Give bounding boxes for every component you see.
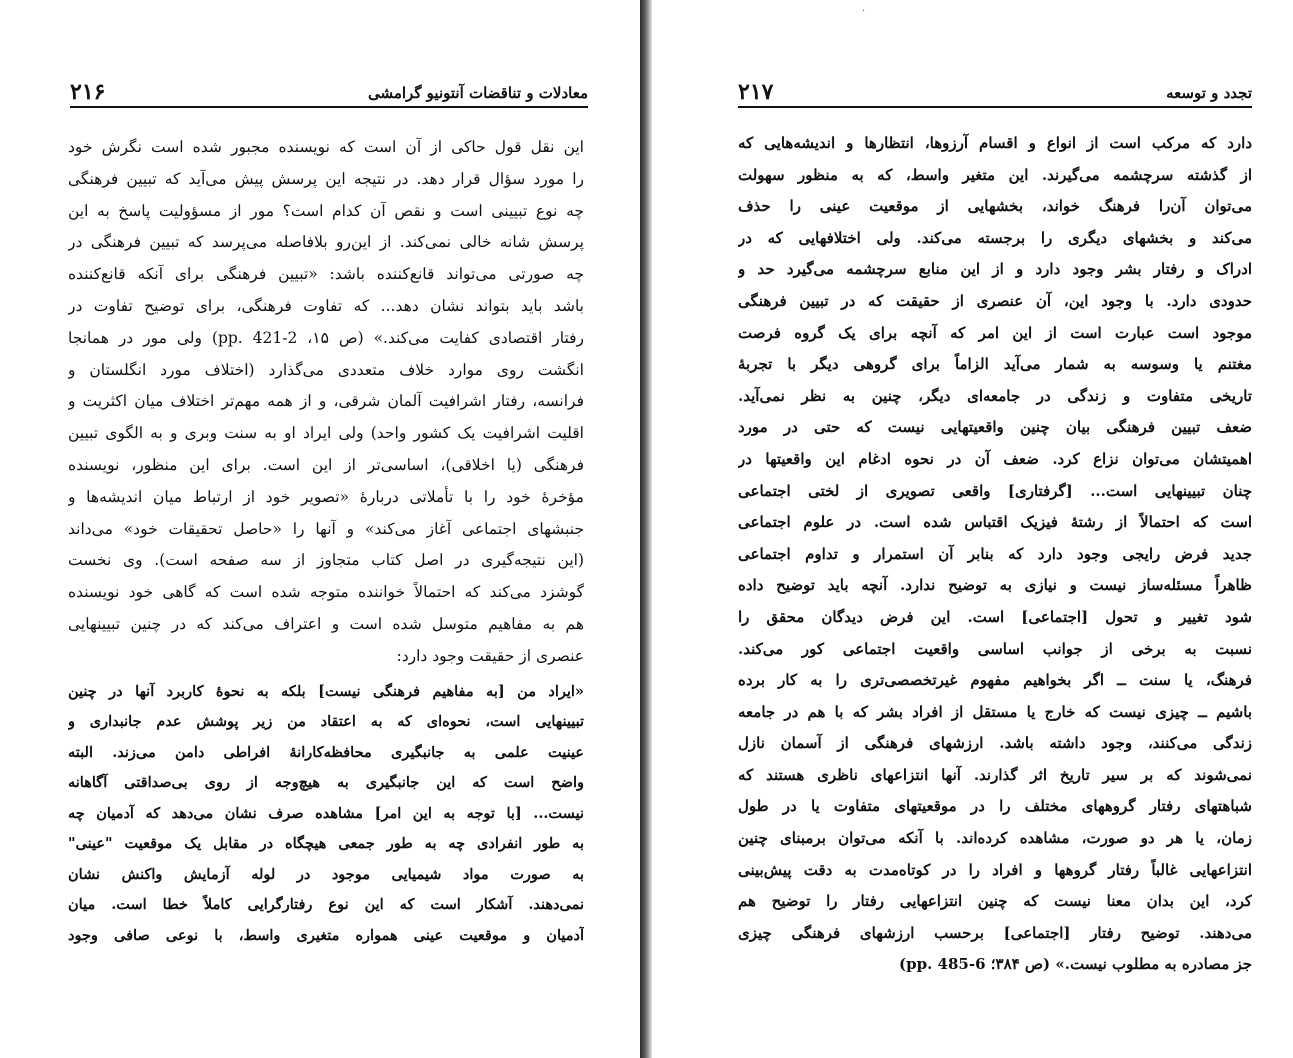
- body-line: کرد، این بدان معنا نیست که چنین انتزاعهایی رفتار را توضیح هم: [738, 892, 1252, 911]
- body-line: هم به مفاهیم متوسل شده است و اعتراف می‌کند که در چنین تبیینهایی: [68, 614, 584, 633]
- right-page-header: [738, 80, 1252, 104]
- quote-line: به طور انفرادی چه به طور جمعی هیچگاه در مقابل یک موقعیت "عینی": [68, 835, 584, 853]
- body-line: چنان تبیینهایی است... [گرفتاری] واقعی تصویری از لختی اجتماعی: [738, 481, 1252, 500]
- body-line: مغتنم یا وسوسه به شمار می‌آید الزاماً برای گروهی دیگر با تجربهٔ: [738, 355, 1252, 374]
- right-page: [652, 0, 1293, 1058]
- quote-line: نمی‌دهند. آشکار است که این نوع رفتارگرایی کاملاً خطا است. میان: [68, 896, 584, 914]
- quote-line: تبیینهایی است، نحوه‌ای که به اعتقاد من زیر پوشش عدم جانبداری و: [68, 713, 584, 731]
- body-line: چه نوع تبیینی است و نقص آن کدام است؟ مور از مسؤولیت پاسخ به این: [68, 201, 584, 220]
- body-line: پرسش شانه خالی نمی‌کند. از این‌رو بلافاصله می‌پرسد که تبیین فرهنگی در: [68, 233, 584, 252]
- body-line: باشیم ــ چیزی نیست که خارج یا مستقل از افراد بشر که با هم در جامعه: [738, 702, 1252, 721]
- body-line: اقلیت اشرافیت یک کشور واحد) ولی ایراد او به سنت وبری و به الگوی تبیین: [68, 424, 584, 443]
- body-line: نمی‌شوند که بر سیر تاریخ اثر گذارند. آنها انتزاعهای ناظری هستند که: [738, 765, 1252, 784]
- body-line: ضعف تبیین فرهنگی بیان چنین واقعیتهایی نیست که حتی در مورد: [738, 418, 1252, 437]
- body-line: شباهتهای رفتار گروههای مختلف را در موقعیتهای متفاوت یا در طول: [738, 797, 1252, 816]
- quote-line: به صورت مواد شیمیایی موجود در لوله آزمایش واکنش نشان: [68, 865, 584, 883]
- body-line: رفتار اقتصادی کفایت می‌کند.» (ص ۱۵، pp. 421-2) ولی مور در همانجا: [68, 328, 584, 347]
- book-gutter: [640, 0, 652, 1058]
- body-line: از گذشته سرچشمه می‌گیرند. این متغیر واسط، که به منظور سهولت: [738, 165, 1252, 184]
- body-line: جدید فرض رایجی وجود دارد که بنابر آن استمرار و تداوم اجتماعی: [738, 544, 1252, 563]
- body-line: جز مصادره به مطلوب نیست.» (ص ۳۸۴؛ pp. 485-6): [899, 955, 1252, 974]
- body-line: جنبشهای اجتماعی آغاز می‌کند» و آنها را «حاصل تحقیقات خود» می‌داند: [68, 519, 584, 538]
- body-line: ظاهراً مسئله‌ساز نیست و نیازی به توضیح ندارد. آنچه باید توضیح داده: [738, 576, 1252, 595]
- left-page: [0, 0, 640, 1058]
- quote-line: آدمیان و موقعیت عینی همواره متغیری واسط، با نوعی صافی وجود: [68, 926, 584, 944]
- body-line: گوشزد می‌کند که احتمالاً خواننده متوجه شده است که گاهی خود نویسنده: [68, 583, 584, 602]
- body-line: موجود است عبارت است از این امر که آنچه برای یک گروه فرصت: [738, 323, 1252, 342]
- left-header-rule: [70, 106, 588, 108]
- left-page-number: ۲۱۶: [70, 79, 106, 105]
- body-line: است که احتمالاً از رشتهٔ فیزیک اقتباس شده است. در علوم اجتماعی: [738, 513, 1252, 532]
- body-line: فرهنگ، یا سنت ــ اگر بخواهیم مفهوم غیرتخصصی‌تری را به کار برده: [738, 671, 1252, 690]
- body-line: می‌کند و بخشهای دیگری را برجسته می‌کند. ولی اختلافهایی که در: [738, 228, 1252, 247]
- body-line: حدودی دارد. با وجود این، آن عنصری از حقیقت که در تبیین فرهنگی: [738, 291, 1252, 310]
- body-line: انگشت روی موارد خلاف متعددی می‌گذارد (اختلاف مورد انگلستان و: [68, 360, 584, 379]
- body-line: تاریخی متفاوت و زندگی در جامعه‌ای دیگر، چنین به نظر نمی‌آید.: [738, 386, 1252, 405]
- left-page-body: [68, 132, 584, 951]
- right-page-number: ۲۱۷: [738, 79, 774, 105]
- body-line: (این نتیجه‌گیری در اصل کتاب متجاوز از سه صفحه است). وی نخست: [68, 551, 584, 570]
- body-line: زندگی می‌کنند، وجود داشته باشد. ارزشهای فرهنگی از آسمان نازل: [738, 734, 1252, 753]
- quote-line: نیست... [با توجه به این امر] مشاهده صرف نشان می‌دهد که آدمیان چه: [68, 804, 584, 822]
- body-line: باشد باید بتواند نشان دهد... که تفاوت فرهنگی، برای توضیح تفاوت در: [68, 296, 584, 315]
- block-quote: [68, 677, 584, 952]
- quote-line: واضح است که این جانبگیری به هیچ‌وجه از روی بی‌صداقتی آگاهانه: [68, 774, 584, 792]
- body-line: دارد که مرکب است از انواع و اقسام آرزوها، انتظارها و اندیشه‌هایی که: [738, 134, 1252, 152]
- body-line: مؤخرهٔ خود را با تأملاتی دربارهٔ «تصویر خود از ارتباط میان اندیشه‌ها و: [68, 487, 584, 506]
- body-line: می‌توان آن‌را فرهنگ خواند، بخشهایی از موقعیت عینی را حذف: [738, 197, 1252, 216]
- body-line: این نقل قول حاکی از آن است که نویسنده مجبور شده است نگرش خود: [68, 138, 584, 156]
- body-line: چه صورتی می‌تواند قانع‌کننده باشد: «تبیین فرهنگی برای آنکه قانع‌کننده: [68, 265, 584, 284]
- body-line: عنصری از حقیقت وجود دارد:: [396, 646, 584, 665]
- quote-line: «ایراد من [به مفاهیم فرهنگی نیست] بلکه به نحوهٔ کاربرد آنها در چنین: [68, 682, 584, 700]
- body-line: فرانسه، رفتار اشرافیت آلمان شرقی، و از همه مهم‌تر اختلاف میان اکثریت و: [68, 392, 584, 411]
- body-line: را مورد سؤال قرار دهد. در نتیجه این پرسش پیش می‌آید که تبیین فرهنگی: [68, 169, 584, 188]
- right-header-rule: [738, 106, 1252, 108]
- body-line: شود تغییر و تحول [اجتماعی] است. این فرض دیدگان محقق را: [738, 607, 1252, 626]
- body-line: انتزاعهایی غالباً رفتار گروهها و افراد را در کوتاه‌مدت به دقت پیش‌بینی: [738, 860, 1252, 879]
- body-line: زمان، یا هر دو صورت، مشاهده کرده‌اند. با آنکه می‌توان برمبنای چنین: [738, 829, 1252, 848]
- quote-line: عینیت علمی به جانبگیری محافظه‌کارانهٔ افراطی دامن می‌زند. البته: [68, 743, 584, 761]
- body-line: اهمیتشان می‌توان نزاع کرد. ضعف آن در نحوه ادغام این واقعیتها در: [738, 449, 1252, 468]
- left-page-header: [70, 80, 588, 104]
- body-line: فرهنگی (یا اخلاقی)، اساسی‌تر از این است. برای این منظور، نویسنده: [68, 455, 584, 474]
- body-line: نسبت به برخی از جوانب اساسی واقعیت اجتماعی کور می‌کند.: [738, 639, 1252, 658]
- body-line: می‌دهند. توضیح رفتار [اجتماعی] برحسب ارزشهای فرهنگی چیزی: [738, 923, 1252, 942]
- body-line: ادراک و رفتار بشر وجود دارد و از این منابع سرچشمه می‌گیرد حد و: [738, 260, 1252, 279]
- scan-speck: ·: [862, 6, 866, 17]
- left-running-title: معادلات و تناقضات آنتونیو گرامشی: [367, 84, 588, 102]
- right-page-body: [738, 128, 1252, 981]
- right-running-title: تجدد و توسعه: [1166, 84, 1252, 102]
